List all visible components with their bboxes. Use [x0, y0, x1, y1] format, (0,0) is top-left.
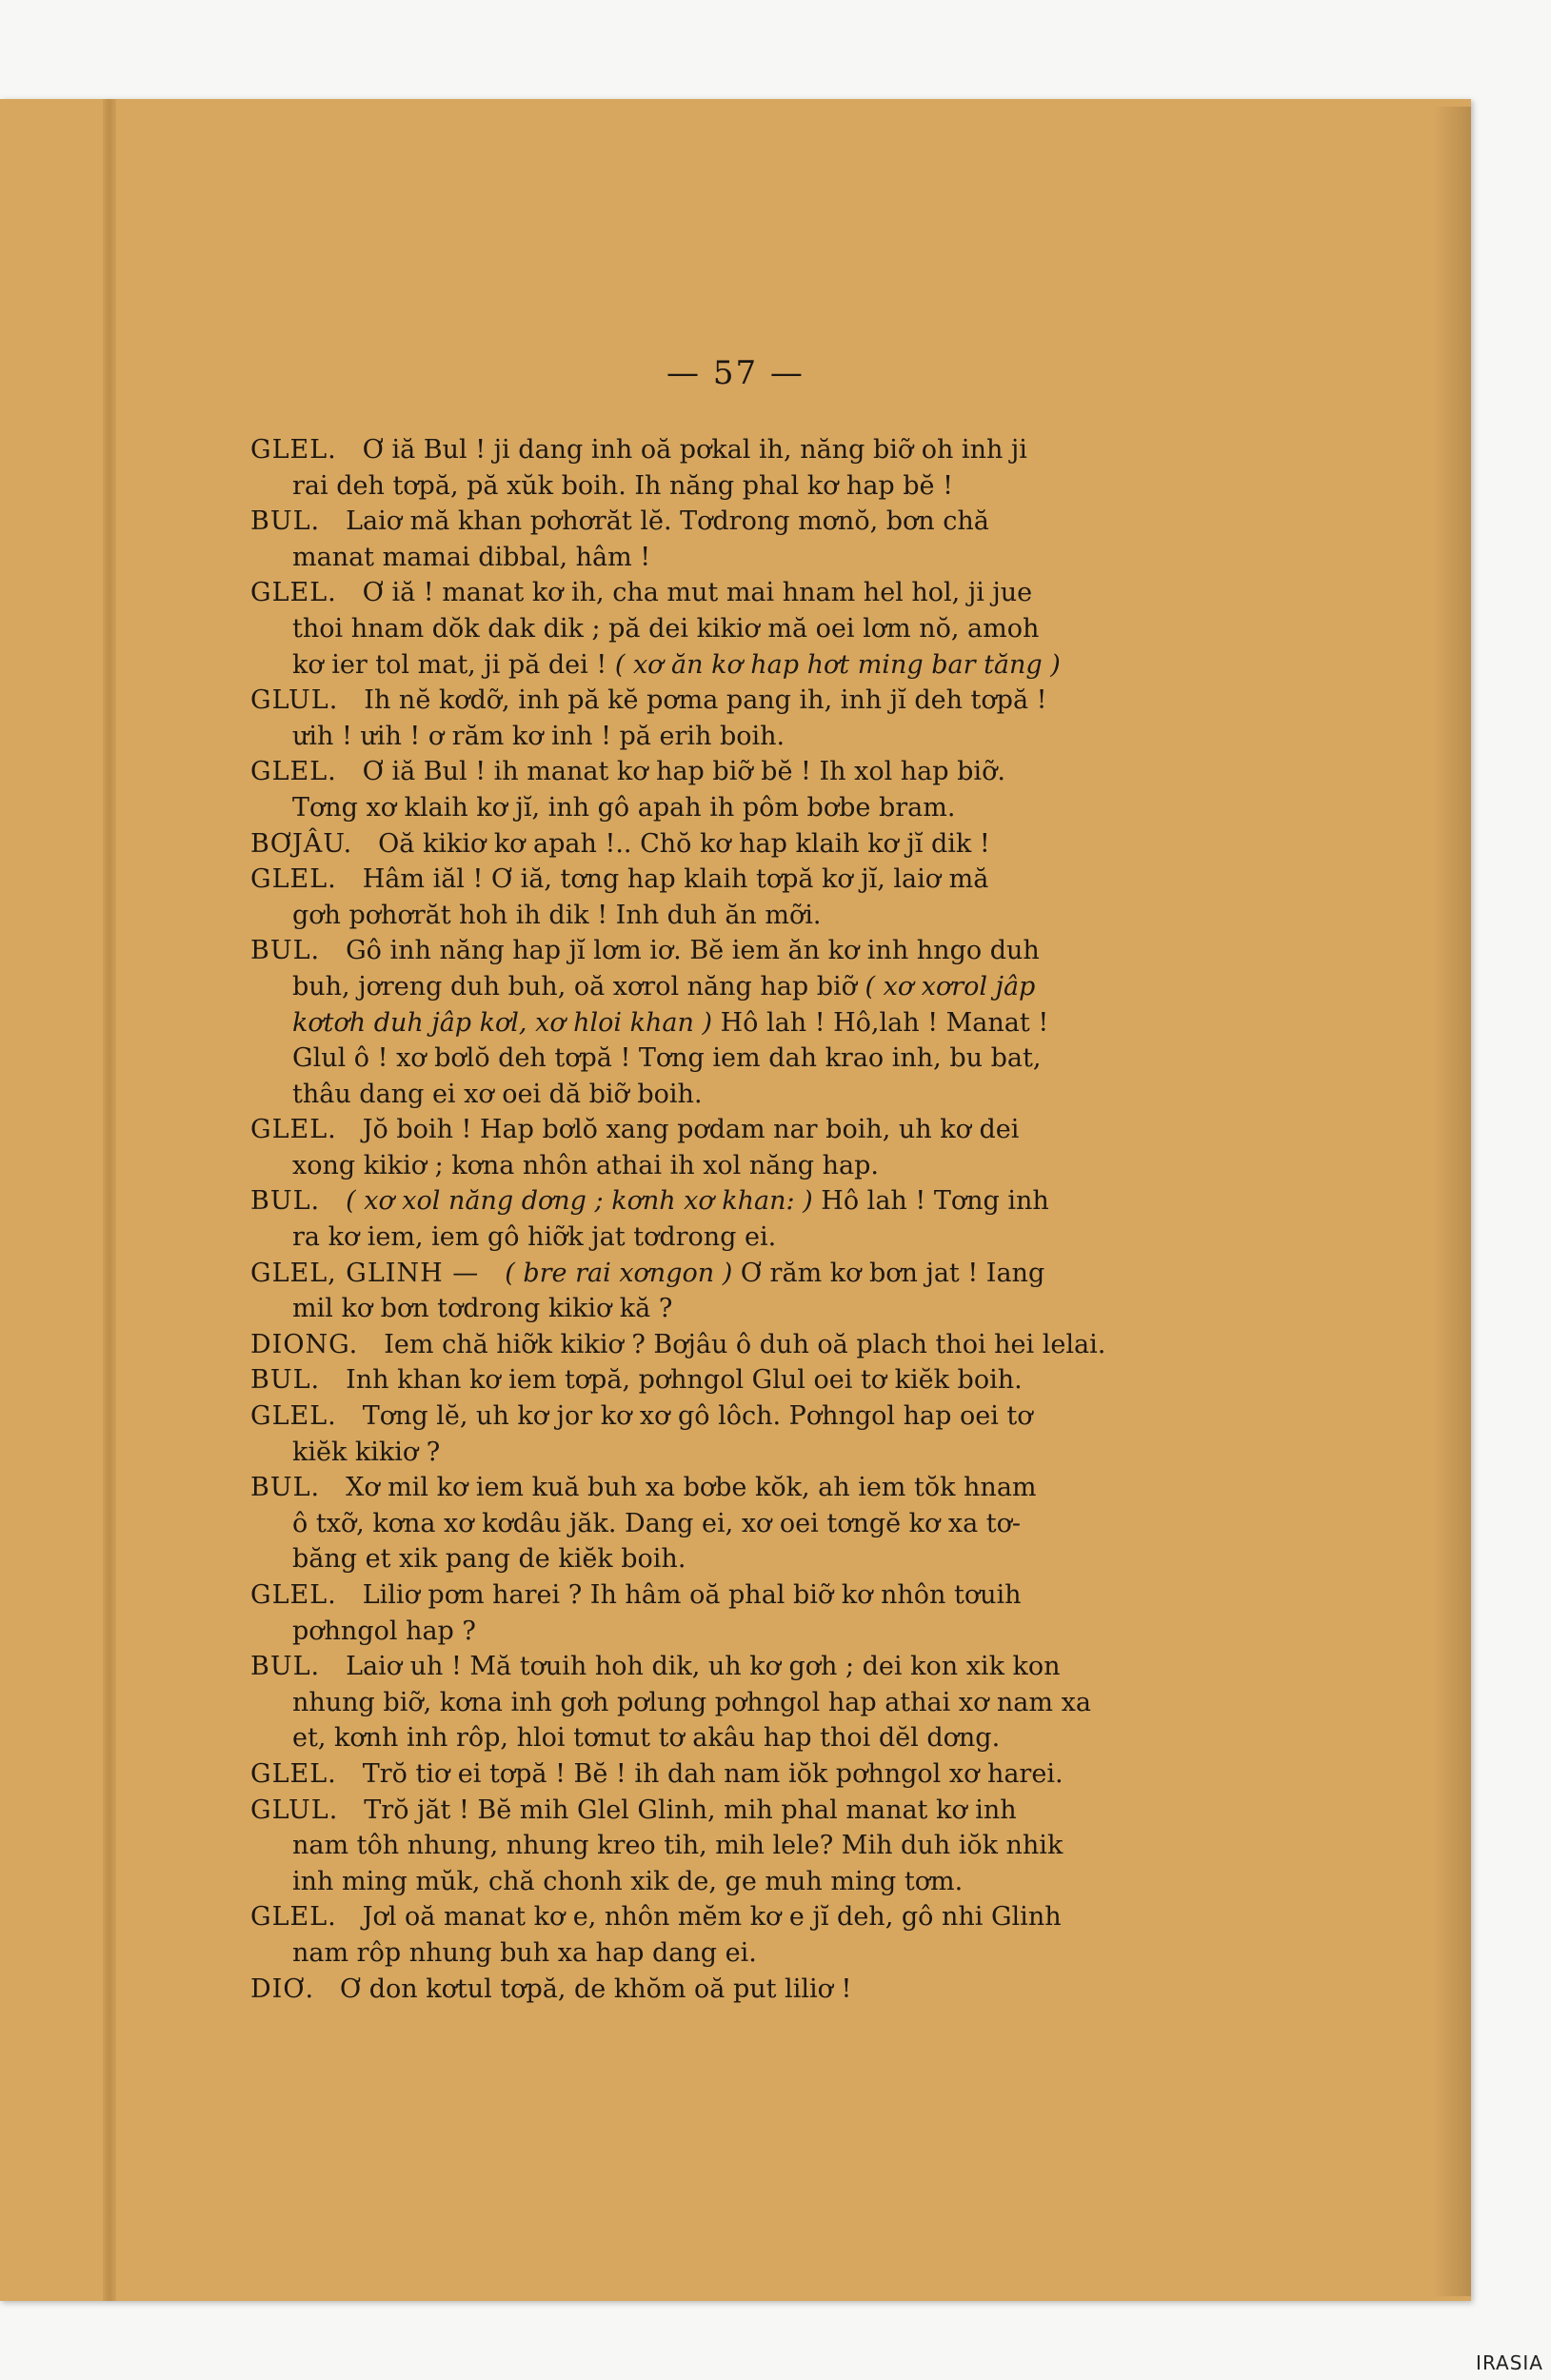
- speaker-name: GLEL.: [250, 864, 337, 895]
- dialogue-line: [250, 647, 1174, 684]
- speaker-name: BƠJÂU.: [250, 828, 353, 859]
- dialogue-line: [250, 1793, 1174, 1829]
- page-number: — 57 —: [666, 354, 805, 392]
- speaker-name: BUL.: [250, 1652, 321, 1682]
- line-text: Tơng xơ klaih kơ jĭ, inh gô apah ih pôm bơbe bram.: [292, 792, 956, 823]
- dialogue-line: [250, 1577, 1174, 1614]
- dialogue-line: [250, 826, 1174, 863]
- dialogue-line: [250, 611, 1174, 647]
- line-text: nam tôh nhung, nhung kreo tih, mih lele? Mih duh iŏk nhik: [292, 1831, 1064, 1861]
- stage-direction: kơtơh duh jâp kơl, xơ hloi khan ): [292, 1007, 713, 1038]
- line-text: inh ming mŭk, chă chonh xik de, ge muh ming tơm.: [292, 1866, 964, 1896]
- dialogue-line: [250, 1614, 1174, 1650]
- line-text: Ơ iă Bul ! ji dang inh oă pơkal ih, năng biỡ oh inh ji: [362, 435, 1027, 465]
- dialogue-line: [250, 790, 1174, 826]
- line-text-after: Ơ răm kơ bơn jat ! Iang: [740, 1258, 1045, 1288]
- line-text: Ơ iă ! manat kơ ih, cha mut mai hnam hel hol, ji jue: [362, 578, 1033, 608]
- dialogue-line: [250, 1685, 1174, 1721]
- line-text: xong kikiơ ; kơna nhôn athai ih xol năng hap.: [292, 1150, 879, 1180]
- line-text: Jŏ boih ! Hap bơlŏ xang pơdam nar boih, uh kơ dei: [362, 1115, 1020, 1145]
- dialogue-line: [250, 1398, 1174, 1435]
- line-text: kiĕk kikiơ ?: [292, 1437, 441, 1467]
- line-text: rai deh tơpă, pă xŭk boih. Ih năng phal kơ hap bĕ !: [292, 470, 953, 501]
- dialogue-line: [250, 504, 1174, 540]
- page-edge-shadow: [1433, 107, 1471, 2296]
- line-text: Xơ mil kơ iem kuă buh xa bơbe kŏk, ah iem tŏk hnam: [346, 1473, 1037, 1503]
- speaker-name: BUL.: [250, 1365, 321, 1396]
- dialogue-line: [250, 1112, 1174, 1148]
- dialogue-line: [250, 1041, 1174, 1077]
- speaker-name: GLEL.: [250, 757, 337, 787]
- dialogue-line: [250, 1327, 1174, 1363]
- speaker-name: GLEL, GLINH —: [250, 1258, 480, 1288]
- dialogue-line: [250, 1828, 1174, 1864]
- speaker-name: DIONG.: [250, 1329, 359, 1359]
- line-text: Gô inh năng hap jĭ lơm iơ. Bĕ iem ăn kơ inh hngo duh: [346, 936, 1040, 966]
- line-text: Ơ iă Bul ! ih manat kơ hap biỡ bĕ ! Ih xol hap biỡ.: [362, 757, 1005, 787]
- dialogue-line: [250, 1756, 1174, 1793]
- dialogue-line: [250, 683, 1174, 719]
- speaker-name: DIƠ.: [250, 1973, 315, 2004]
- dialogue-line: [250, 432, 1174, 468]
- stage-direction: ( bre rai xơngon ): [505, 1258, 733, 1288]
- dialogue-line: [250, 575, 1174, 611]
- speaker-name: BUL.: [250, 506, 321, 537]
- dialogue-line: [250, 1435, 1174, 1471]
- line-text: Liliơ pơm harei ? Ih hâm oă phal biỡ kơ nhôn tơuih: [362, 1580, 1022, 1610]
- dialogue-line: [250, 719, 1174, 755]
- dialogue-line: [250, 1470, 1174, 1506]
- dialogue-line: [250, 1720, 1174, 1756]
- speaker-name: GLEL.: [250, 1115, 337, 1145]
- dialogue-line: [250, 1005, 1174, 1041]
- line-text: Trŏ tiơ ei tơpă ! Bĕ ! ih dah nam iŏk pơhngol xơ harei.: [362, 1758, 1064, 1789]
- dialogue-line: [250, 754, 1174, 790]
- line-text-after: Hô lah ! Hô,lah ! Manat !: [720, 1007, 1049, 1038]
- dialogue-line: [250, 1506, 1174, 1542]
- line-text: Glul ô ! xơ bơlŏ deh tơpă ! Tơng iem dah krao inh, bu bat,: [292, 1043, 1042, 1074]
- line-text: Inh khan kơ iem tơpă, pơhngol Glul oei tơ kiĕk boih.: [346, 1365, 1023, 1396]
- speaker-name: BUL.: [250, 936, 321, 966]
- dialogue-line: [250, 969, 1174, 1005]
- dialogue-line: [250, 540, 1174, 576]
- line-text: et, kơnh inh rôp, hloi tơmut tơ akâu hap thoi dĕl dơng.: [292, 1723, 1001, 1754]
- dialogue-line: [250, 1899, 1174, 1935]
- dialogue-line: [250, 862, 1174, 898]
- speaker-name: GLEL.: [250, 1580, 337, 1610]
- line-text: nam rôp nhung buh xa hap dang ei.: [292, 1937, 757, 1968]
- line-text: ra kơ iem, iem gô hiỡk jat tơdrong ei.: [292, 1222, 777, 1253]
- speaker-name: GLEL.: [250, 578, 337, 608]
- line-text: băng et xik pang de kiĕk boih.: [292, 1544, 686, 1575]
- line-text: manat mamai dibbal, hâm !: [292, 542, 651, 572]
- dialogue-line: [250, 1864, 1174, 1900]
- line-text: Oă kikiơ kơ apah !.. Chŏ kơ hap klaih kơ jĭ dik !: [378, 828, 990, 859]
- line-text: mil kơ bơn tơdrong kikiơ kă ?: [292, 1294, 673, 1324]
- line-text: Hâm iăl ! Ơ iă, tơng hap klaih tơpă kơ jĭ, laiơ mă: [362, 864, 989, 895]
- line-text: Tơng lĕ, uh kơ jor kơ xơ gô lôch. Pơhngol hap oei tơ: [362, 1401, 1033, 1432]
- dialogue-line: [250, 898, 1174, 934]
- speaker-name: GLUL.: [250, 1795, 339, 1825]
- line-text-after: Hô lah ! Tơng inh: [821, 1186, 1049, 1217]
- speaker-name: GLEL.: [250, 1401, 337, 1432]
- line-text: ô txỡ, kơna xơ kơdâu jăk. Dang ei, xơ oei tơngĕ kơ xa tơ-: [292, 1508, 1022, 1538]
- speaker-name: GLEL.: [250, 435, 337, 465]
- line-text: Laiơ mă khan pơhơrăt lĕ. Tơdrong mơnŏ, bơn chă: [346, 506, 989, 537]
- dialogue-line: [250, 468, 1174, 505]
- speaker-name: BUL.: [250, 1473, 321, 1503]
- dialogue-line: [250, 933, 1174, 969]
- line-text: gơh pơhơrăt hoh ih dik ! Inh duh ăn mỡi.: [292, 900, 822, 930]
- speaker-name: BUL.: [250, 1186, 321, 1217]
- speaker-name: GLUL.: [250, 685, 339, 716]
- line-text: pơhngol hap ?: [292, 1616, 476, 1646]
- line-text: thoi hnam dŏk dak dik ; pă dei kikiơ mă oei lơm nŏ, amoh: [292, 613, 1040, 644]
- line-text: Trŏ jăt ! Bĕ mih Glel Glinh, mih phal manat kơ inh: [364, 1795, 1017, 1825]
- line-text: Ih nĕ kơdỡ, inh pă kĕ pơma pang ih, inh jĭ deh tơpă !: [364, 685, 1047, 716]
- dialogue-line: [250, 1291, 1174, 1327]
- page-fold-shadow: [103, 99, 116, 2301]
- line-text: nhung biỡ, kơna inh gơh pơlung pơhngol hap athai xơ nam xa: [292, 1687, 1091, 1717]
- dialogue-line: [250, 1077, 1174, 1113]
- line-text: Iem chă hiỡk kikiơ ? Bơjâu ô duh oă plach thoi hei lelai.: [384, 1329, 1106, 1359]
- dialogue-line: [250, 1362, 1174, 1398]
- line-text: buh, jơreng duh buh, oă xơrol năng hap biỡ: [292, 971, 857, 1002]
- line-text: ưih ! ưih ! ơ răm kơ inh ! pă erih boih.: [292, 721, 785, 751]
- watermark: IRASIA: [1476, 2351, 1543, 2374]
- dialogue-line: [250, 1972, 1174, 2008]
- stage-direction: ( xơ xơrol jâp: [865, 971, 1036, 1002]
- play-dialogue: [250, 432, 1174, 2007]
- dialogue-line: [250, 1220, 1174, 1256]
- line-text: kơ ier tol mat, ji pă dei !: [292, 649, 607, 680]
- speaker-name: GLEL.: [250, 1758, 337, 1789]
- dialogue-line: [250, 1935, 1174, 1972]
- line-text: Jơl oă manat kơ e, nhôn mĕm kơ e jĭ deh, gô nhi Glinh: [362, 1902, 1062, 1933]
- dialogue-line: [250, 1183, 1174, 1220]
- line-text: Laiơ uh ! Mă tơuih hoh dik, uh kơ gơh ; dei kon xik kon: [346, 1652, 1061, 1682]
- dialogue-line: [250, 1541, 1174, 1577]
- line-text: Ơ don kơtul tơpă, de khŏm oă put liliơ !: [340, 1973, 852, 2004]
- stage-direction: ( xơ xol năng dơng ; kơnh xơ khan: ): [346, 1186, 813, 1217]
- stage-direction: ( xơ ăn kơ hap hơt ming bar tăng ): [614, 649, 1061, 680]
- line-text: thâu dang ei xơ oei dă biỡ boih.: [292, 1079, 703, 1109]
- dialogue-line: [250, 1649, 1174, 1685]
- dialogue-line: [250, 1148, 1174, 1184]
- dialogue-line: [250, 1256, 1174, 1292]
- speaker-name: GLEL.: [250, 1902, 337, 1933]
